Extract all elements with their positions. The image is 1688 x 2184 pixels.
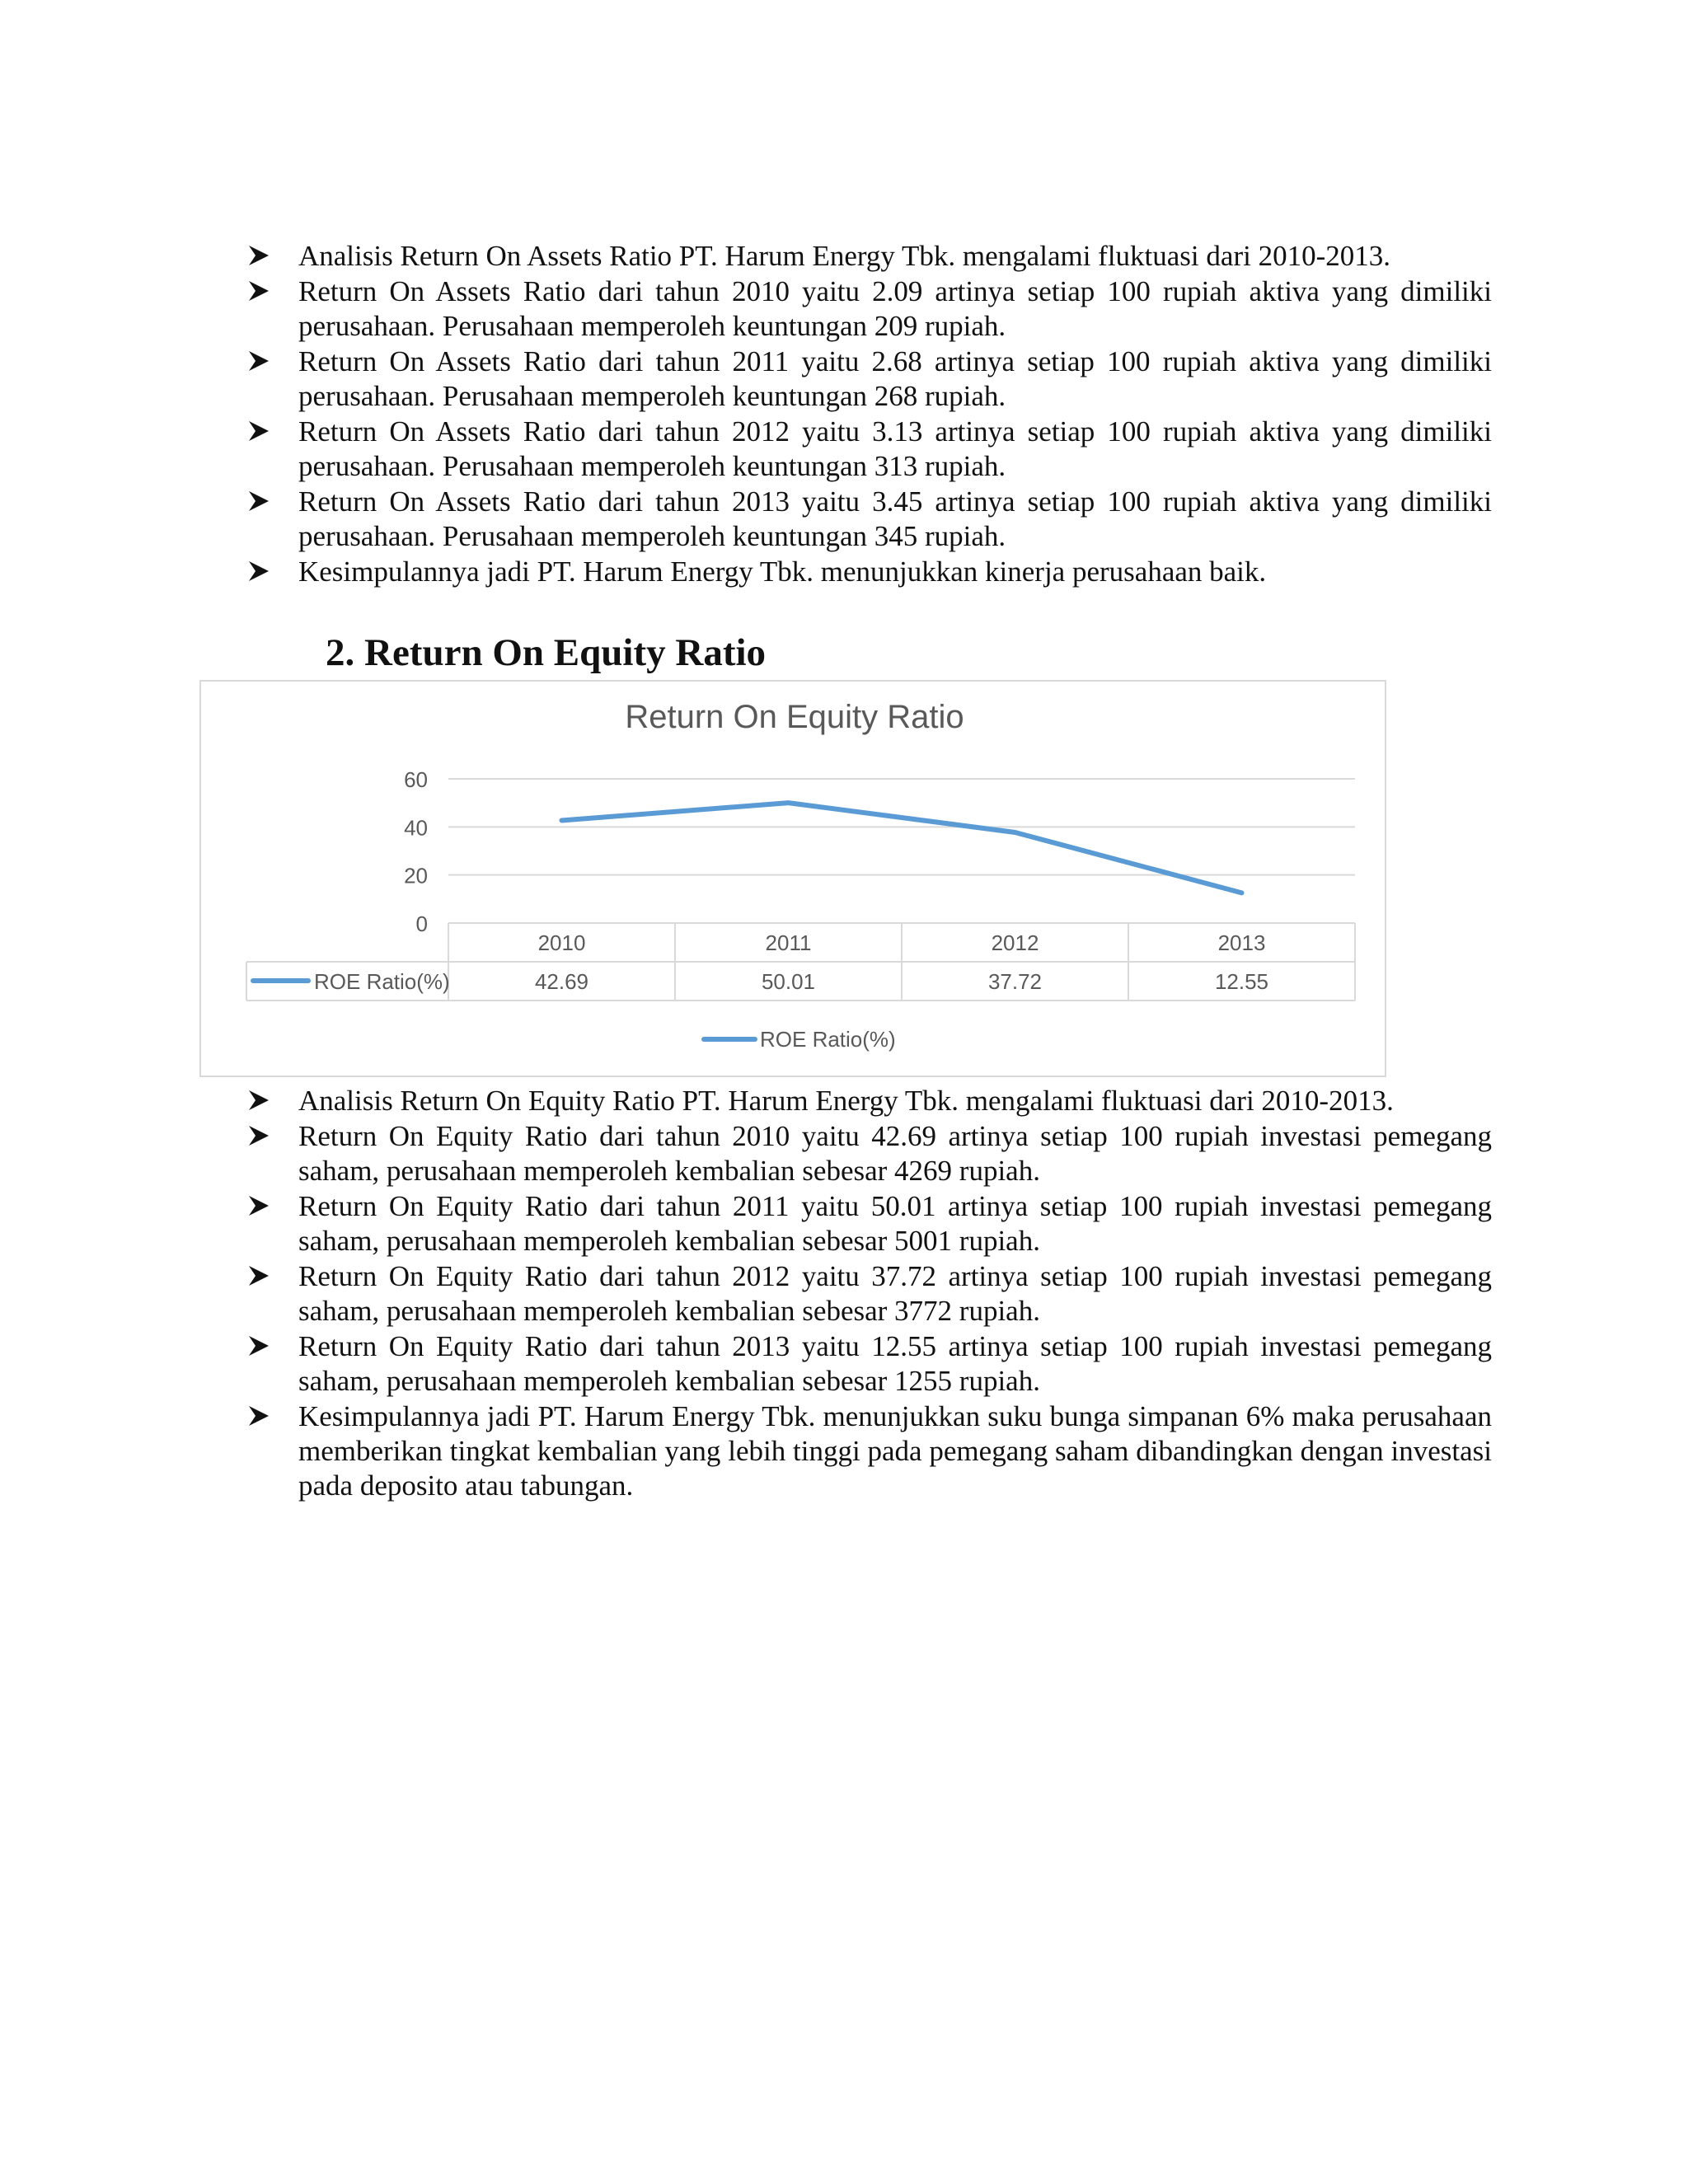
data-label: 12.55 xyxy=(1214,969,1269,994)
roe-chart-svg xyxy=(201,682,1388,1079)
data-label: 37.72 xyxy=(987,969,1043,994)
legend-label: ROE Ratio(%) xyxy=(760,1027,896,1052)
legend xyxy=(704,1027,896,1052)
arrow-bullet-icon xyxy=(247,1264,270,1287)
roa-bullet-list xyxy=(247,239,1492,590)
bullet-text: Kesimpulannya jadi PT. Harum Energy Tbk. menunjukkan kinerja perusahaan baik. xyxy=(298,555,1267,588)
arrow-bullet-icon xyxy=(247,349,270,373)
bullet-text: Return On Equity Ratio dari tahun 2012 yaitu 37.72 artinya setiap 100 rupiah investasi pemegang saham, perusahaan memperoleh kembalian sebesar 3772 rupiah. xyxy=(298,1260,1492,1327)
arrow-bullet-icon xyxy=(247,1089,270,1112)
list-item xyxy=(247,1189,1492,1258)
list-item xyxy=(247,1399,1492,1503)
arrow-bullet-icon xyxy=(247,490,270,513)
bullet-text: Return On Equity Ratio dari tahun 2013 yaitu 12.55 artinya setiap 100 rupiah investasi pemegang saham, perusahaan memperoleh kembalian sebesar 1255 rupiah. xyxy=(298,1330,1492,1397)
data-table xyxy=(246,923,1355,1001)
data-label: 50.01 xyxy=(761,969,816,994)
list-item xyxy=(247,1119,1492,1188)
series-line-layer xyxy=(561,803,1241,893)
list-item xyxy=(247,1084,1492,1118)
list-item xyxy=(247,555,1492,589)
list-item xyxy=(247,274,1492,344)
roe-bullet-list xyxy=(247,1084,1492,1504)
bullet-text: Return On Assets Ratio dari tahun 2011 yaitu 2.68 artinya setiap 100 rupiah aktiva yang dimiliki perusahaan. Perusahaan memperoleh keuntungan 268 rupiah. xyxy=(298,345,1492,412)
x-tick-label: 2013 xyxy=(1217,930,1266,955)
list-item xyxy=(247,239,1492,274)
y-tick-label: 0 xyxy=(415,912,428,936)
arrow-bullet-icon xyxy=(247,1404,270,1427)
y-tick-label: 60 xyxy=(404,767,428,792)
arrow-bullet-icon xyxy=(247,1124,270,1147)
x-tick-label: 2010 xyxy=(537,930,586,955)
section-heading: 2. Return On Equity Ratio xyxy=(326,631,767,674)
table-series-label: ROE Ratio(%) xyxy=(314,969,450,994)
y-tick-label: 20 xyxy=(404,863,428,888)
y-axis-ticks xyxy=(404,767,428,936)
list-item xyxy=(247,415,1492,484)
bullet-text: Return On Assets Ratio dari tahun 2010 yaitu 2.09 artinya setiap 100 rupiah aktiva yang dimiliki perusahaan. Perusahaan memperoleh keuntungan 209 rupiah. xyxy=(298,275,1492,342)
list-item xyxy=(247,1329,1492,1399)
arrow-bullet-icon xyxy=(247,1334,270,1357)
arrow-bullet-icon xyxy=(247,560,270,583)
bullet-text: Analisis Return On Equity Ratio PT. Harum Energy Tbk. mengalami fluktuasi dari 2010-2013. xyxy=(298,1085,1394,1117)
arrow-bullet-icon xyxy=(247,244,270,267)
y-tick-label: 40 xyxy=(404,815,428,841)
data-label: 42.69 xyxy=(534,969,589,994)
x-tick-label: 2011 xyxy=(765,930,812,955)
bullet-text: Return On Assets Ratio dari tahun 2013 yaitu 3.45 artinya setiap 100 rupiah aktiva yang dimiliki perusahaan. Perusahaan memperoleh keuntungan 345 rupiah. xyxy=(298,485,1492,552)
series-line xyxy=(562,803,1242,893)
bullet-text: Return On Assets Ratio dari tahun 2012 yaitu 3.13 artinya setiap 100 rupiah aktiva yang dimiliki perusahaan. Perusahaan memperoleh keuntungan 313 rupiah. xyxy=(298,415,1492,482)
arrow-bullet-icon xyxy=(247,419,270,443)
list-item xyxy=(247,485,1492,554)
x-tick-label: 2012 xyxy=(991,930,1039,955)
list-item xyxy=(247,344,1492,414)
gridlines xyxy=(448,779,1355,923)
bullet-text: Return On Equity Ratio dari tahun 2011 yaitu 50.01 artinya setiap 100 rupiah investasi pemegang saham, perusahaan memperoleh kembalian sebesar 5001 rupiah. xyxy=(298,1190,1492,1257)
roe-chart xyxy=(199,680,1386,1077)
arrow-bullet-icon xyxy=(247,1194,270,1217)
arrow-bullet-icon xyxy=(247,279,270,302)
bullet-text: Kesimpulannya jadi PT. Harum Energy Tbk. menunjukkan suku bunga simpanan 6% maka perusahaan memberikan tingkat kembalian yang lebih tinggi pada pemegang saham dibandingkan dengan investasi pada deposito atau tabungan. xyxy=(298,1400,1492,1502)
list-item xyxy=(247,1259,1492,1329)
chart-title: Return On Equity Ratio xyxy=(625,699,964,735)
bullet-text: Analisis Return On Assets Ratio PT. Harum Energy Tbk. mengalami fluktuasi dari 2010-2013. xyxy=(298,240,1390,272)
bullet-text: Return On Equity Ratio dari tahun 2010 yaitu 42.69 artinya setiap 100 rupiah investasi pemegang saham, perusahaan memperoleh kembalian sebesar 4269 rupiah. xyxy=(298,1120,1492,1187)
